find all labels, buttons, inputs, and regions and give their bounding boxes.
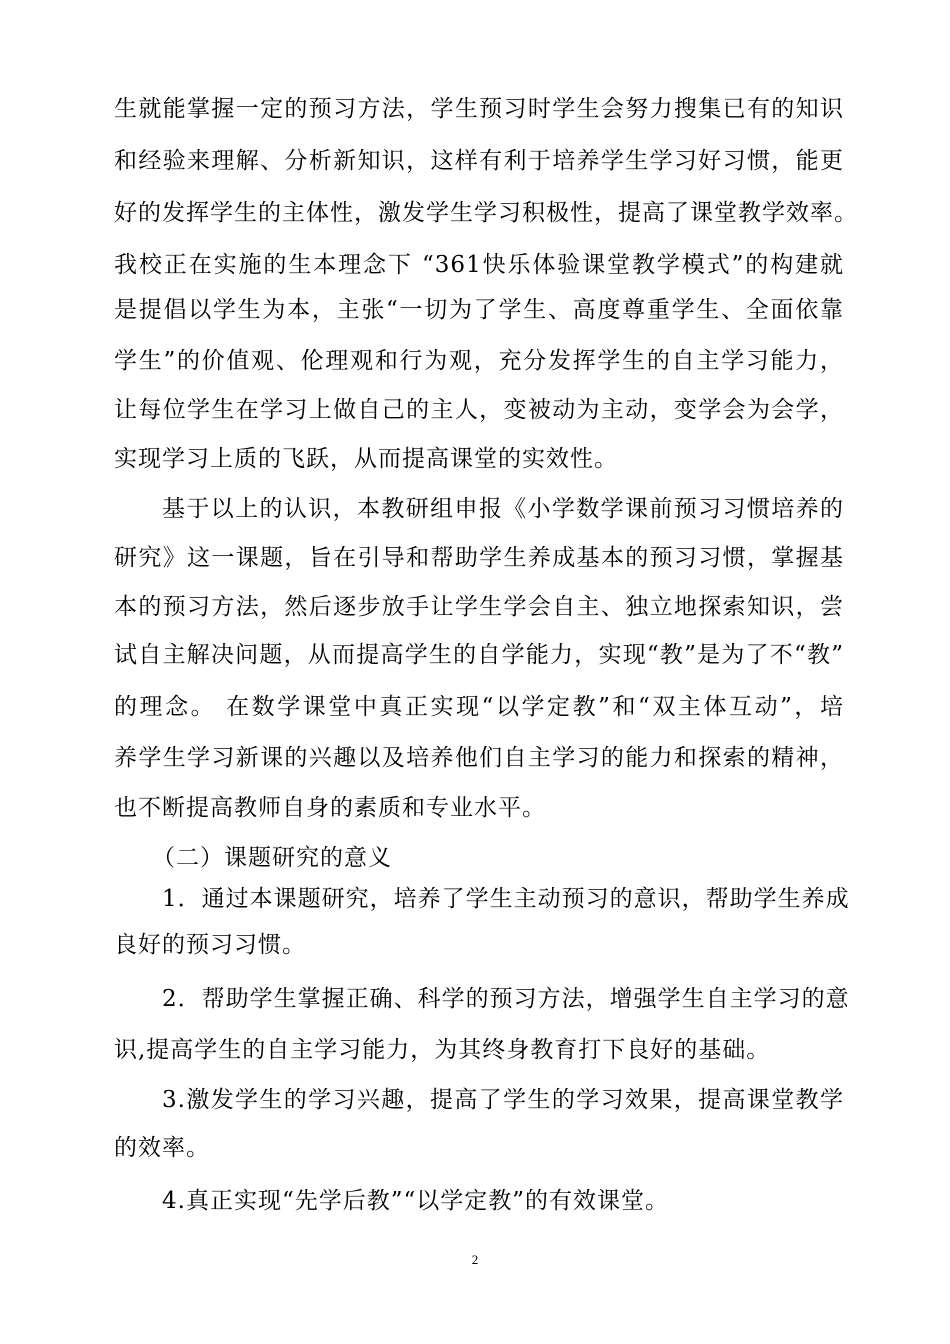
list-item-4: 4.真正实现“先学后教”“以学定教”的有效课堂。	[162, 1188, 669, 1214]
text-line: 良好的预习习惯。	[114, 932, 306, 958]
text-line: 是提倡以学生为本，主张“一切为了学生、高度尊重学生、全面依靠	[114, 297, 844, 323]
list-item-2: 2．帮助学生掌握正确、科学的预习方法，增强学生自主学习的意	[162, 986, 850, 1012]
paragraph-first-line: 基于以上的认识，本教研组申报《小学数学课前预习习惯培养的	[162, 496, 844, 522]
text-line: 的效率。	[114, 1135, 210, 1161]
section-heading: （二）课题研究的意义	[152, 845, 392, 871]
text-line: 好的发挥学生的主体性，激发学生学习积极性，提高了课堂教学效率。	[114, 200, 858, 226]
list-item-1: 1．通过本课题研究，培养了学生主动预习的意识，帮助学生养成	[162, 886, 850, 912]
text-line: 本的预习方法，然后逐步放手让学生学会自主、独立地探索知识，尝	[114, 594, 844, 620]
text-line: 养学生学习新课的兴趣以及培养他们自主学习的能力和探索的精神，	[114, 745, 844, 771]
text-line: 让每位学生在学习上做自己的主人，变被动为主动，变学会为会学，	[114, 397, 844, 423]
text-line: 学生”的价值观、伦理观和行为观，充分发挥学生的自主学习能力，	[114, 348, 844, 374]
list-item-3: 3.激发学生的学习兴趣，提高了学生的学习效果，提高课堂教学	[162, 1087, 844, 1113]
text-line: 的理念。 在数学课堂中真正实现“以学定教”和“双主体互动”，培	[114, 694, 844, 720]
text-line: 识,提高学生的自主学习能力，为其终身教育打下良好的基础。	[114, 1037, 771, 1063]
text-line: 实现学习上质的飞跃，从而提高课堂的实效性。	[114, 446, 618, 472]
text-line: 和经验来理解、分析新知识，这样有利于培养学生学习好习惯，能更	[114, 148, 844, 174]
text-line: 试自主解决问题，从而提高学生的自学能力，实现“教”是为了不“教”	[114, 642, 844, 668]
page-number: 2	[471, 1252, 479, 1267]
text-line: 我校正在实施的生本理念下 “361快乐体验课堂教学模式”的构建就	[114, 252, 844, 278]
text-line: 也不断提高教师自身的素质和专业水平。	[114, 795, 546, 821]
text-line: 研究》这一课题，旨在引导和帮助学生养成基本的预习习惯，掌握基	[114, 545, 844, 571]
text-line: 生就能掌握一定的预习方法，学生预习时学生会努力搜集已有的知识	[114, 96, 844, 122]
